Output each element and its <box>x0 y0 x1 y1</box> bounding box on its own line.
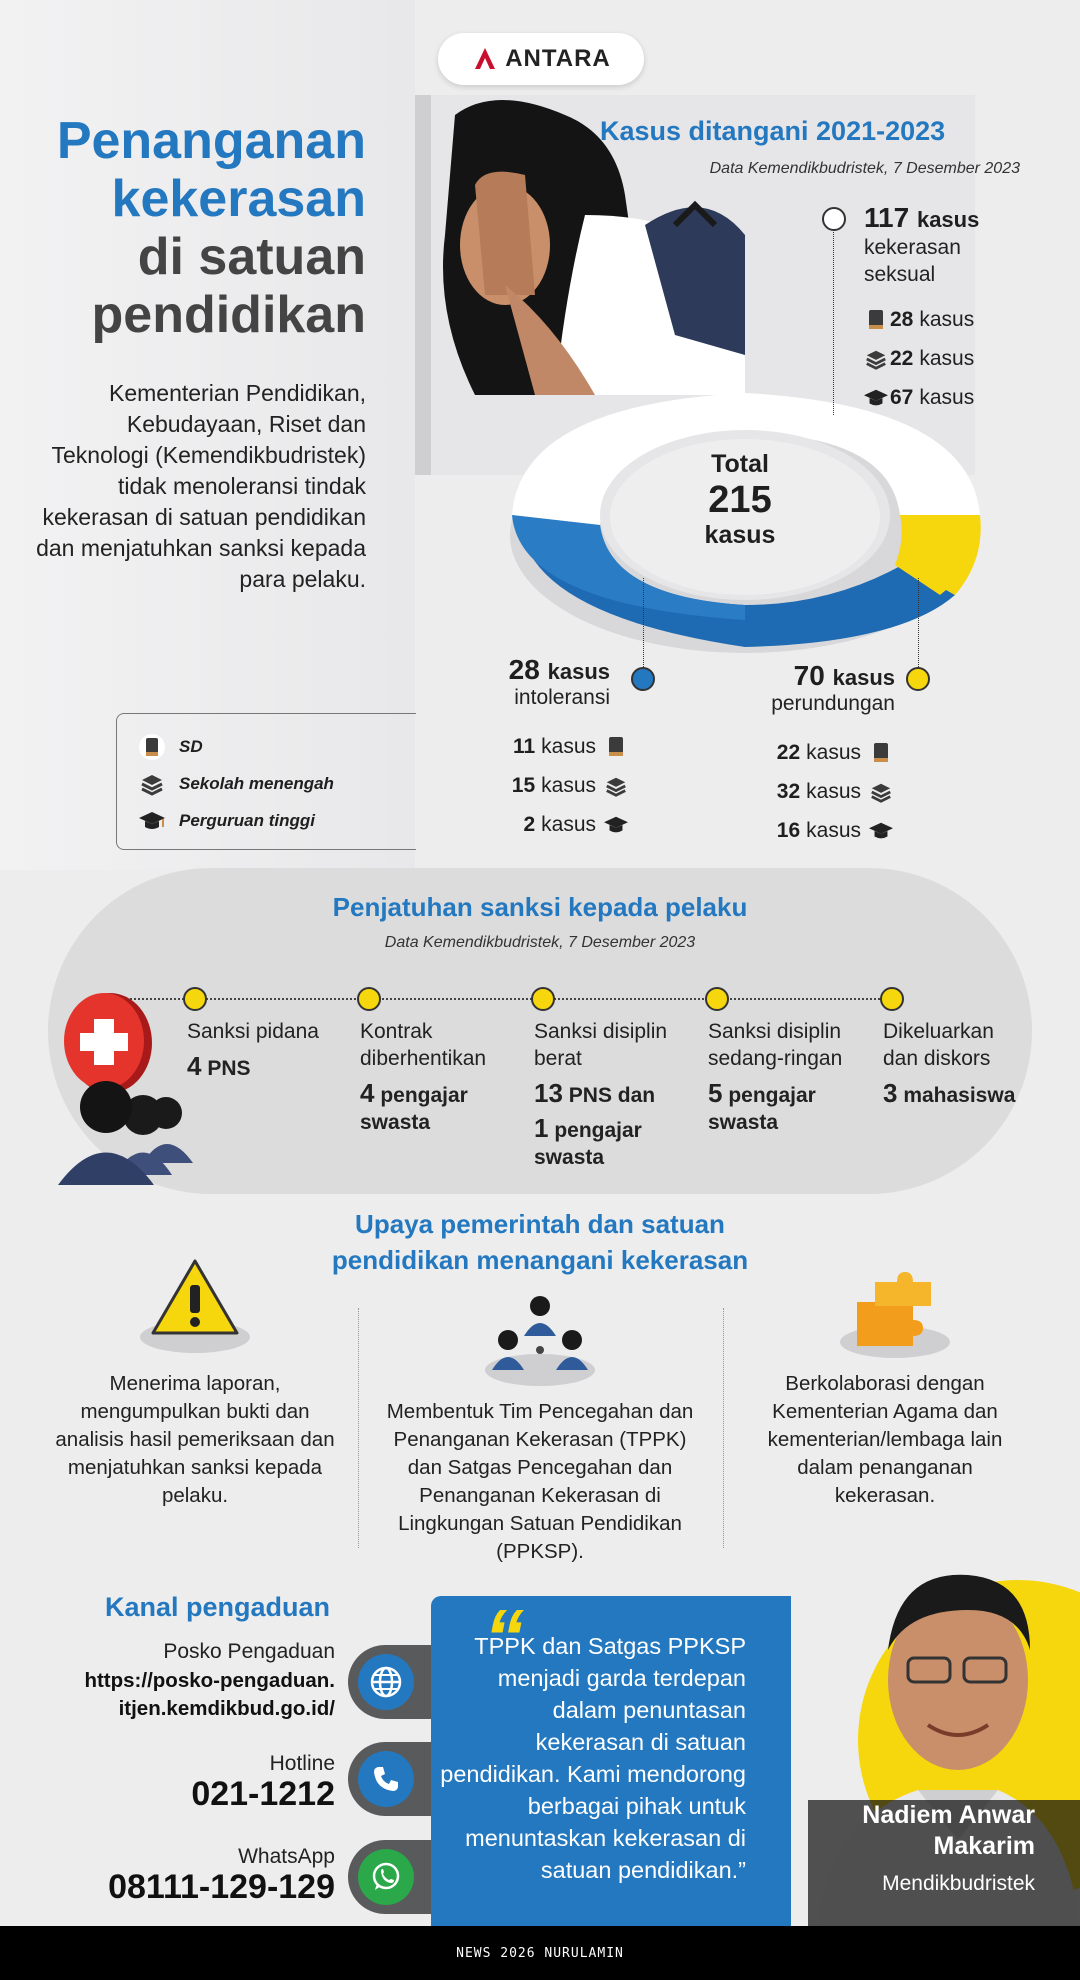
seksual-sm-unit: kasus <box>919 346 975 370</box>
puzzle-icon <box>835 1262 955 1362</box>
intoleransi-sm-row <box>480 766 630 805</box>
logo-text: ANTARA <box>505 45 611 72</box>
perundungan-value: 70 <box>793 660 825 691</box>
perundungan-pt-row <box>740 811 895 850</box>
sanksi-marker-5 <box>880 987 904 1011</box>
seksual-label: kekerasan seksual <box>864 236 961 286</box>
legend <box>116 713 416 850</box>
sanctions-icon <box>48 985 208 1195</box>
legend-item-sd <box>137 728 416 765</box>
sanksi-title: Penjatuhan sanksi kepada pelaku <box>332 892 748 922</box>
intoleransi-sd-row <box>480 727 630 766</box>
upaya-title <box>240 1206 840 1278</box>
sanksi-item-disiplin-berat <box>534 1018 704 1171</box>
stat-intoleransi <box>420 654 610 710</box>
books-stack-icon <box>862 345 890 373</box>
sanksi-item-disiplin-sedang <box>708 1018 878 1136</box>
perundungan-sd-row <box>740 733 895 772</box>
upaya-item-3: Berkolaborasi dengan Kementerian Agama dan kementerian/lembaga lain dalam penanganan kekerasan. <box>767 1372 1003 1507</box>
title-line-4: pendidikan <box>91 286 366 344</box>
title-line-3: di satuan <box>137 228 366 286</box>
sanksi-dotted-line <box>130 998 900 1000</box>
perundungan-breakdown <box>740 733 895 850</box>
marker-perundungan <box>906 667 930 691</box>
perundungan-sm-row <box>740 772 895 811</box>
upaya-title-line-2: pendidikan menangani kekerasan <box>331 1245 749 1275</box>
books-stack-icon <box>602 772 630 800</box>
intoleransi-sm-unit: kasus <box>541 773 596 797</box>
seksual-unit: kasus <box>916 207 980 232</box>
graduation-cap-icon <box>862 384 890 412</box>
seksual-sm-value: 22 <box>890 346 914 370</box>
sanksi-marker-1 <box>183 987 207 1011</box>
sanksi-1-desc: PNS <box>207 1057 251 1080</box>
whatsapp-button[interactable] <box>348 1840 432 1914</box>
sanksi-item-dikeluarkan <box>883 1018 1043 1109</box>
minister-role: Mendikbudristek <box>882 1872 1035 1895</box>
intro-paragraph: Kementerian Pendidikan, Kebudayaan, Riset dan Teknologi (Kemendikbudristek) tidak menoleransi tindak kekerasan di satuan pendidikan dan menjatuhkan sanksi kepada para pelaku. <box>36 380 366 592</box>
posko-button[interactable] <box>348 1645 432 1719</box>
seksual-sm-row <box>862 339 1042 378</box>
donut-total-value: 215 <box>708 479 772 521</box>
perundungan-pt-unit: kasus <box>806 818 861 842</box>
hotline-button[interactable] <box>348 1742 432 1816</box>
cases-source: Data Kemendikbudristek, 7 Desember 2023 <box>709 160 1020 177</box>
legend-label-sd: SD <box>179 736 203 756</box>
intoleransi-label: intoleransi <box>514 686 610 709</box>
title-line-1: Penanganan <box>56 112 366 170</box>
seksual-pt-row <box>862 378 1042 417</box>
intoleransi-sm-value: 15 <box>511 773 536 797</box>
kanal-title: Kanal pengaduan <box>104 1592 330 1622</box>
title-line-2: kekerasan <box>111 170 366 228</box>
minister-portrait <box>768 1540 1080 1926</box>
perundungan-unit: kasus <box>832 665 895 690</box>
quote-mark-icon: “ <box>484 1593 524 1682</box>
intoleransi-pt-row <box>480 805 630 844</box>
graduation-cap-icon <box>602 811 630 839</box>
book-icon <box>602 733 630 761</box>
book-icon <box>867 739 895 767</box>
hotline-label: Hotline <box>269 1752 335 1775</box>
intoleransi-value: 28 <box>508 654 540 685</box>
stat-seksual <box>864 202 1044 288</box>
intoleransi-pt-value: 2 <box>523 812 536 836</box>
perundungan-pt-value: 16 <box>776 818 801 842</box>
seksual-pt-value: 67 <box>890 385 914 409</box>
donut-total <box>640 450 840 550</box>
cases-title: Kasus ditangani 2021-2023 <box>600 116 946 146</box>
quote-text: TPPK dan Satgas PPKSP menjadi garda terdepan dalam penuntasan kekerasan di satuan pendidikan. Kami mendorong berbagai pihak untuk menuntaskan kekerasan di satuan pendidikan.” <box>440 1633 746 1883</box>
whatsapp-number[interactable]: 08111-129-129 <box>108 1868 335 1906</box>
perundungan-sm-value: 32 <box>776 779 801 803</box>
legend-label-sekolah-menengah: Sekolah menengah <box>179 773 334 793</box>
perundungan-sd-unit: kasus <box>806 740 861 764</box>
sanksi-5-num: 3 <box>883 1078 898 1108</box>
perundungan-sd-value: 22 <box>776 740 801 764</box>
sanksi-5-desc: mahasiswa <box>903 1084 1016 1107</box>
sanksi-3-num2: 1 <box>534 1113 549 1143</box>
team-icon <box>480 1288 600 1388</box>
posko-label: Posko Pengaduan <box>163 1640 335 1663</box>
sanksi-2-label: Kontrak diberhentikan <box>360 1020 487 1070</box>
sanksi-3-desc2: pengajar swasta <box>534 1119 642 1169</box>
legend-item-perguruan-tinggi <box>137 802 416 839</box>
posko-url-line-2[interactable]: itjen.kemdikbud.go.id/ <box>118 1697 335 1720</box>
seksual-sd-unit: kasus <box>919 307 975 331</box>
intoleransi-sd-value: 11 <box>512 734 536 758</box>
seksual-sd-row <box>862 300 1042 339</box>
sanksi-3-desc: PNS dan <box>568 1084 656 1107</box>
whatsapp-label: WhatsApp <box>238 1845 335 1868</box>
sanksi-4-num: 5 <box>708 1078 723 1108</box>
legend-item-sekolah-menengah <box>137 765 416 802</box>
upaya-item-2: Membentuk Tim Pencegahan dan Penanganan Kekerasan (TPPK) dan Satgas Pencegahan dan Penanganan Kekerasan di Lingkungan Satuan Pendidikan (PPKSP). <box>386 1400 694 1563</box>
books-stack-icon <box>867 778 895 806</box>
hotline-number[interactable]: 021-1212 <box>191 1775 335 1813</box>
sanksi-3-num: 13 <box>534 1078 563 1108</box>
footer-watermark: NEWS 2026 NURULAMIN <box>0 1926 1080 1980</box>
intoleransi-pt-unit: kasus <box>541 812 596 836</box>
donut-total-label: Total <box>711 450 769 478</box>
minister-name <box>790 1800 1035 1862</box>
marker-seksual <box>822 207 846 231</box>
sanksi-1-num: 4 <box>187 1051 202 1081</box>
antara-logo <box>438 33 644 85</box>
seksual-breakdown <box>862 300 1042 417</box>
graduation-cap-icon <box>137 806 167 836</box>
phone-icon <box>358 1751 414 1807</box>
sanksi-4-label: Sanksi disiplin sedang-ringan <box>708 1020 843 1070</box>
books-stack-icon <box>137 769 167 799</box>
leader-seksual <box>833 232 834 415</box>
upaya-item-1: Menerima laporan, mengumpulkan bukti dan analisis hasil pemeriksaan dan menjatuhkan sanksi kepada pelaku. <box>55 1372 335 1507</box>
upaya-divider-2 <box>723 1308 724 1548</box>
sanksi-2-num: 4 <box>360 1078 375 1108</box>
seksual-sd-value: 28 <box>890 307 914 331</box>
sanksi-item-pidana <box>187 1018 357 1082</box>
sanksi-2-desc: pengajar swasta <box>360 1084 468 1134</box>
leader-perundungan <box>918 578 919 673</box>
seksual-pt-unit: kasus <box>919 385 975 409</box>
perundungan-label: perundungan <box>771 692 895 715</box>
book-icon <box>137 732 167 762</box>
perundungan-sm-unit: kasus <box>806 779 861 803</box>
sanksi-marker-2 <box>357 987 381 1011</box>
minister-name-line-1: Nadiem Anwar <box>862 1801 1035 1829</box>
sanksi-4-desc: pengajar swasta <box>708 1084 816 1134</box>
sanksi-source: Data Kemendikbudristek, 7 Desember 2023 <box>384 934 696 951</box>
sanksi-marker-4 <box>705 987 729 1011</box>
whatsapp-icon <box>358 1849 414 1905</box>
minister-name-line-2: Makarim <box>933 1832 1035 1860</box>
marker-intoleransi <box>631 667 655 691</box>
upaya-divider-1 <box>358 1308 359 1548</box>
intoleransi-breakdown <box>480 727 630 844</box>
sanksi-5-label: Dikeluarkan dan diskors <box>883 1020 994 1070</box>
sanksi-item-kontrak <box>360 1018 530 1136</box>
upaya-title-line-1: Upaya pemerintah dan satuan <box>355 1209 725 1239</box>
book-icon <box>862 306 890 334</box>
antara-logo-mark-icon <box>471 45 499 73</box>
warning-icon <box>135 1255 255 1355</box>
legend-label-perguruan-tinggi: Perguruan tinggi <box>179 810 315 830</box>
page-title <box>30 112 366 344</box>
graduation-cap-icon <box>867 817 895 845</box>
seksual-value: 117 <box>864 202 910 233</box>
sanksi-marker-3 <box>531 987 555 1011</box>
posko-url-line-1[interactable]: https://posko-pengaduan. <box>84 1669 335 1692</box>
sanksi-3-label: Sanksi disiplin berat <box>534 1020 668 1070</box>
sanksi-1-label: Sanksi pidana <box>187 1020 319 1043</box>
donut-total-unit: kasus <box>704 521 776 549</box>
leader-intoleransi <box>643 578 644 673</box>
globe-icon <box>358 1654 414 1710</box>
stat-perundungan <box>700 660 895 716</box>
intoleransi-sd-unit: kasus <box>541 734 596 758</box>
intoleransi-unit: kasus <box>547 659 610 684</box>
